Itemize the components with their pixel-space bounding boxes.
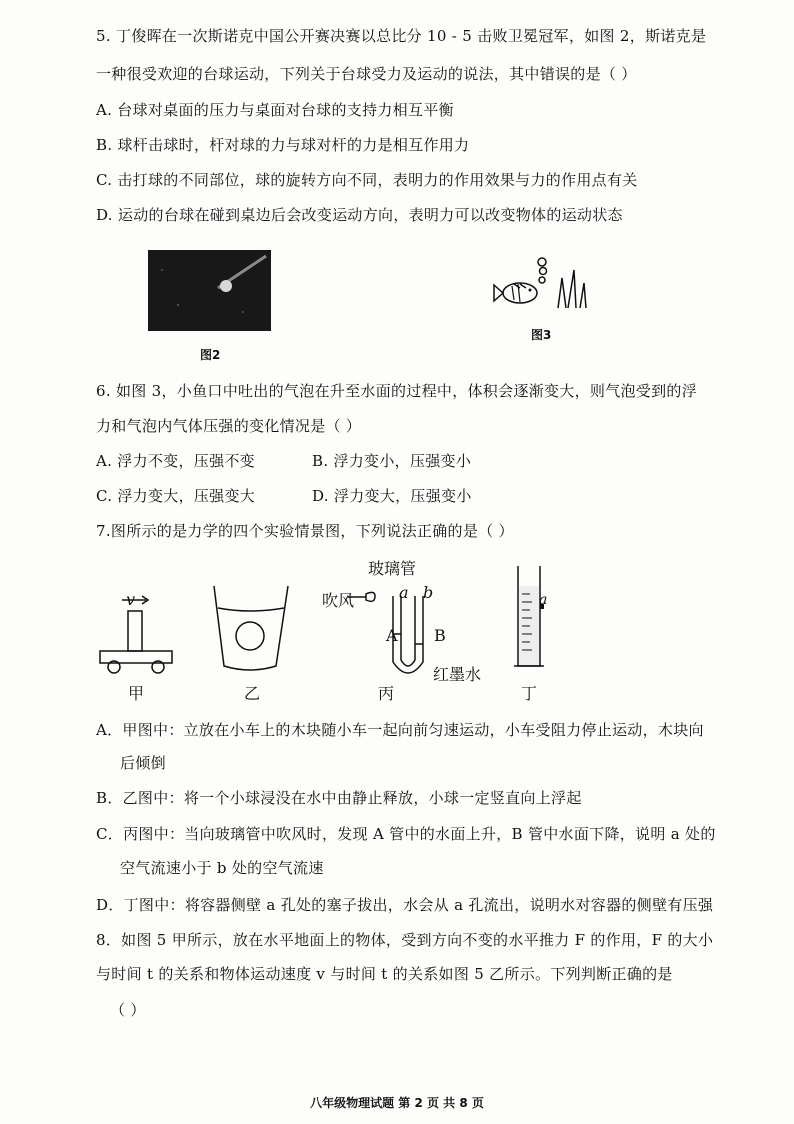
q7-stem: 7.图所示的是力学的四个实验情景图，下列说法正确的是（ ） [96, 522, 514, 540]
tube-b-label: B [434, 626, 446, 645]
q5-option-a: A. 台球对桌面的压力与桌面对台球的支持力相互平衡 [96, 101, 454, 119]
q7-option-b: B．乙图中：将一个小球浸没在水中由静止释放，小球一定竖直向上浮起 [96, 789, 582, 807]
q6-option-b: B. 浮力变小，压强变小 [312, 452, 472, 470]
q6-stem-line1: 6. 如图 3，小鱼口中吐出的气泡在升至水面的过程中，体积会逐渐变大，则气泡受到的浮 [96, 382, 697, 400]
velocity-label: v [126, 590, 136, 609]
q5-stem-line2: 一种很受欢迎的台球运动，下列关于台球受力及运动的说法，其中错误的是（ ） [96, 65, 637, 83]
q8-stem-line2: 与时间 t 的关系和物体运动速度 v 与时间 t 的关系如图 5 乙所示。下列判断正确的是 [96, 965, 673, 983]
red-ink-label: 红墨水 [433, 665, 482, 684]
hole-a-label: a [539, 592, 548, 608]
diagram-label-yi: 乙 [244, 684, 261, 703]
billiards-photo [148, 250, 271, 331]
q6-stem-line2: 力和气泡内气体压强的变化情况是（ ） [96, 417, 362, 435]
diagram-label-jia: 甲 [128, 684, 145, 703]
q5-stem-line1: 5. 丁俊晖在一次斯诺克中国公开赛决赛以总比分 10 - 5 击败卫冕冠军，如图 2，斯诺克是 [96, 27, 707, 45]
figure-2-caption: 图2 [200, 348, 221, 362]
q5-option-c: C. 击打球的不同部位，球的旋转方向不同，表明力的作用效果与力的作用点有关 [96, 171, 638, 189]
page-footer: 八年级物理试题 第 2 页 共 8 页 [310, 1096, 484, 1110]
glass-tube-label: 玻璃管 [368, 559, 417, 578]
diagram-label-ding: 丁 [521, 684, 538, 703]
fish-bubbles-drawing [490, 258, 600, 323]
q7-option-d: D．丁图中：将容器侧壁 a 孔处的塞子拔出，水会从 a 孔流出，说明水对容器的侧壁有压强 [96, 896, 714, 914]
q6-option-d: D. 浮力变大，压强变小 [312, 487, 472, 505]
q6-option-c: C. 浮力变大，压强变大 [96, 487, 256, 505]
point-b-label: b [423, 583, 434, 602]
point-a-label: a [399, 583, 409, 602]
q5-option-b: B. 球杆击球时，杆对球的力与球对杆的力是相互作用力 [96, 136, 470, 154]
figure-3-caption: 图3 [531, 328, 552, 342]
q6-option-a: A. 浮力不变，压强不变 [96, 452, 255, 470]
q5-option-d: D. 运动的台球在碰到桌边后会改变运动方向，表明力可以改变物体的运动状态 [96, 206, 623, 224]
diagram-label-bing: 丙 [378, 684, 395, 703]
q7-option-c-line2: 空气流速小于 b 处的空气流速 [120, 859, 324, 877]
q7-option-a-line1: A．甲图中：立放在小车上的木块随小车一起向前匀速运动，小车受阻力停止运动，木块向 [96, 721, 704, 739]
q8-stem-line1: 8．如图 5 甲所示，放在水平地面上的物体，受到方向不变的水平推力 F 的作用，F 的大小 [96, 931, 714, 949]
blow-label: 吹风 [322, 591, 355, 610]
q7-option-c-line1: C．丙图中：当向玻璃管中吹风时，发现 A 管中的水面上升，B 管中水面下降，说明 a 处的 [96, 825, 716, 843]
tube-a-label: A [386, 626, 398, 645]
q8-answer-blank: （ ） [110, 1001, 146, 1019]
q7-option-a-line2: 后倾倒 [120, 754, 166, 772]
